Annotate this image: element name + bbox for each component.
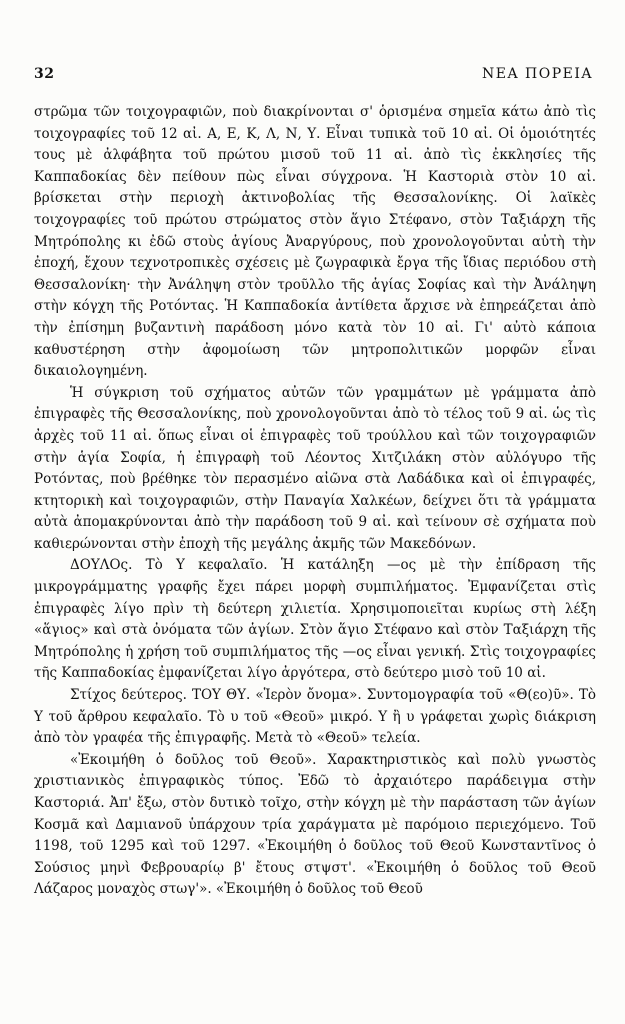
page-number: 32 [34, 66, 55, 82]
paragraph-2: Ἡ σύγκριση τοῦ σχήματος αὐτῶν τῶν γραμμάτων μὲ γράμματα ἀπὸ ἐπιγραφὲς τῆς Θεσσαλονίκης, ποὺ χρονολογοῦνται ἀπὸ τὸ τέλος τοῦ 9 αἰ. ὡς τὶς ἀρχὲς τοῦ 11 αἰ. ὅπως εἶναι οἱ ἐπιγραφὲς τοῦ τρούλλου καὶ τῶν τοιχογραφιῶν στὴν ἁγία Σοφία, ἡ ἐπιγραφὴ τοῦ Λέοντος Χιτζιλάκη στὸν αὐλόγυρο τῆς Ροτόντας, ποὺ βρέθηκε τὸν περασμένο αἰῶνα στὰ Λαδάδικα καὶ οἱ ἐπιγραφές, κτητορικὴ καὶ τοιχογραφιῶν, στὴν Παναγία Χαλκέων, δείχνει ὅτι τὰ γράμματα αὐτὰ ἀπομακρύνονται ἀπὸ τὴν παράδοση τοῦ 9 αἰ. καὶ τείνουν σὲ σχήματα ποὺ καθιερώνονται στὴν ἐποχὴ τῆς μεγάλης ἀκμῆς τῶν Μακεδόνων. [34, 384, 596, 552]
paragraph-1: στρῶμα τῶν τοιχογραφιῶν, ποὺ διακρίνονται σ' ὁρισμένα σημεῖα κάτω ἀπὸ τὶς τοιχογραφίες τοῦ 12 αἰ. Α, Ε, Κ, Λ, Ν, Υ. Εἶναι τυπικὰ τοῦ 10 αἰ. Οἱ ὁμοιότητές τους μὲ ἀλφάβητα τοῦ πρώτου μισοῦ τοῦ 11 αἰ. ἀπὸ τὶς ἐκκλησίες τῆς Καππαδοκίας δὲν πείθουν πὼς εἶναι σύγχρονα. Ἡ Καστοριὰ στὸν 10 αἰ. βρίσκεται στὴν περιοχὴ ἀκτινοβολίας τῆς Θεσσαλονίκης. Οἱ λαϊκὲς τοιχογραφίες τοῦ πρώτου στρώματος στὸν ἅγιο Στέφανο, στὸν Ταξιάρχη τῆς Μητρόπολης κι ἐδῶ στοὺς ἁγίους Ἀναργύρους, ποὺ χρονολογοῦνται αὐτὴ τὴν ἐποχή, ἔχουν τεχνοτροπικὲς σχέσεις μὲ ζωγραφικὰ ἔργα τῆς ἴδιας περιόδου στὴ Θεσσαλονίκη· τὴν Ἀνάληψη στὸν τροῦλλο τῆς ἁγίας Σοφίας καὶ τὴν Ἀνάληψη στὴν κόγχη τῆς Ροτόντας. Ἡ Καππαδοκία ἀντίθετα ἄρχισε νὰ ἐπηρεάζεται ἀπὸ τὴν ἐπίσημη βυζαντινὴ παράδοση μόνο κατὰ τὸν 10 αἰ. Γι' αὐτὸ κάποια καθυστέρηση στὴν ἀφομοίωση τῶν μητροπολιτικῶν μορφῶν εἶναι δικαιολογημένη. [34, 104, 596, 380]
journal-title: ΝΕΑ ΠΟΡΕΙΑ [482, 66, 593, 82]
paragraph-4: Στίχος δεύτερος. ΤΟΥ ΘΥ. «Ἱερὸν ὄνομα». Συντομογραφία τοῦ «Θ(εο)ῦ». Τὸ Υ τοῦ ἄρθρου κεφαλαῖο. Τὸ υ τοῦ «Θεοῦ» μικρό. Υ ἢ υ γράφεται χωρὶς διάκριση ἀπὸ τὸν γραφέα τῆς ἐπιγραφῆς. Μετὰ τὸ «Θεοῦ» τελεία. [34, 687, 596, 747]
paragraph-5: «Ἐκοιμήθη ὁ δοῦλος τοῦ Θεοῦ». Χαρακτηριστικὸς καὶ πολὺ γνωστὸς χριστιανικὸς ἐπιγραφικὸς τύπος. Ἐδῶ τὸ ἀρχαιότερο παράδειγμα στὴν Καστοριά. Ἀπ' ἔξω, στὸν δυτικὸ τοῖχο, στὴν κόγχη μὲ τὴν παράσταση τῶν ἁγίων Κοσμᾶ καὶ Δαμιανοῦ ὑπάρχουν τρία χαράγματα μὲ παρόμοιο περιεχόμενο. Τοῦ 1198, τοῦ 1295 καὶ τοῦ 1297. «Ἐκοιμήθη ὁ δοῦλος τοῦ Θεοῦ Κωνσταντῖνος ὁ Σούσιος μηνὶ Φεβρουαρίῳ β' ἔτους στψστ'. «Ἐκοιμήθη ὁ δοῦλος τοῦ Θεοῦ Λάζαρος μοναχὸς στωγ'». «Ἐκοιμήθη ὁ δοῦλος τοῦ Θεοῦ [34, 751, 596, 898]
running-head [34, 66, 593, 86]
paragraph-3: ΔΟΥΛΟς. Τὸ Υ κεφαλαῖο. Ἡ κατάληξη —ος μὲ τὴν ἐπίδραση τῆς μικρογράμματης γραφῆς ἔχει πάρει μορφὴ συμπιλήματος. Ἐμφανίζεται στὶς ἐπιγραφὲς λίγο πρὶν τὴ δεύτερη χιλιετία. Χρησιμοποιεῖται κυρίως στὴ λέξη «ἅγιος» καὶ στὰ ὀνόματα τῶν ἁγίων. Στὸν ἅγιο Στέφανο καὶ στὸν Ταξιάρχη τῆς Μητρόπολης ἡ χρήση τοῦ συμπιλήματος τῆς —ος εἶναι γενική. Στὶς τοιχογραφίες τῆς Καππαδοκίας ἐμφανίζεται λίγο ἀργότερα, στὸ δεύτερο μισὸ τοῦ 10 αἰ. [34, 557, 596, 682]
body-text [34, 102, 596, 901]
